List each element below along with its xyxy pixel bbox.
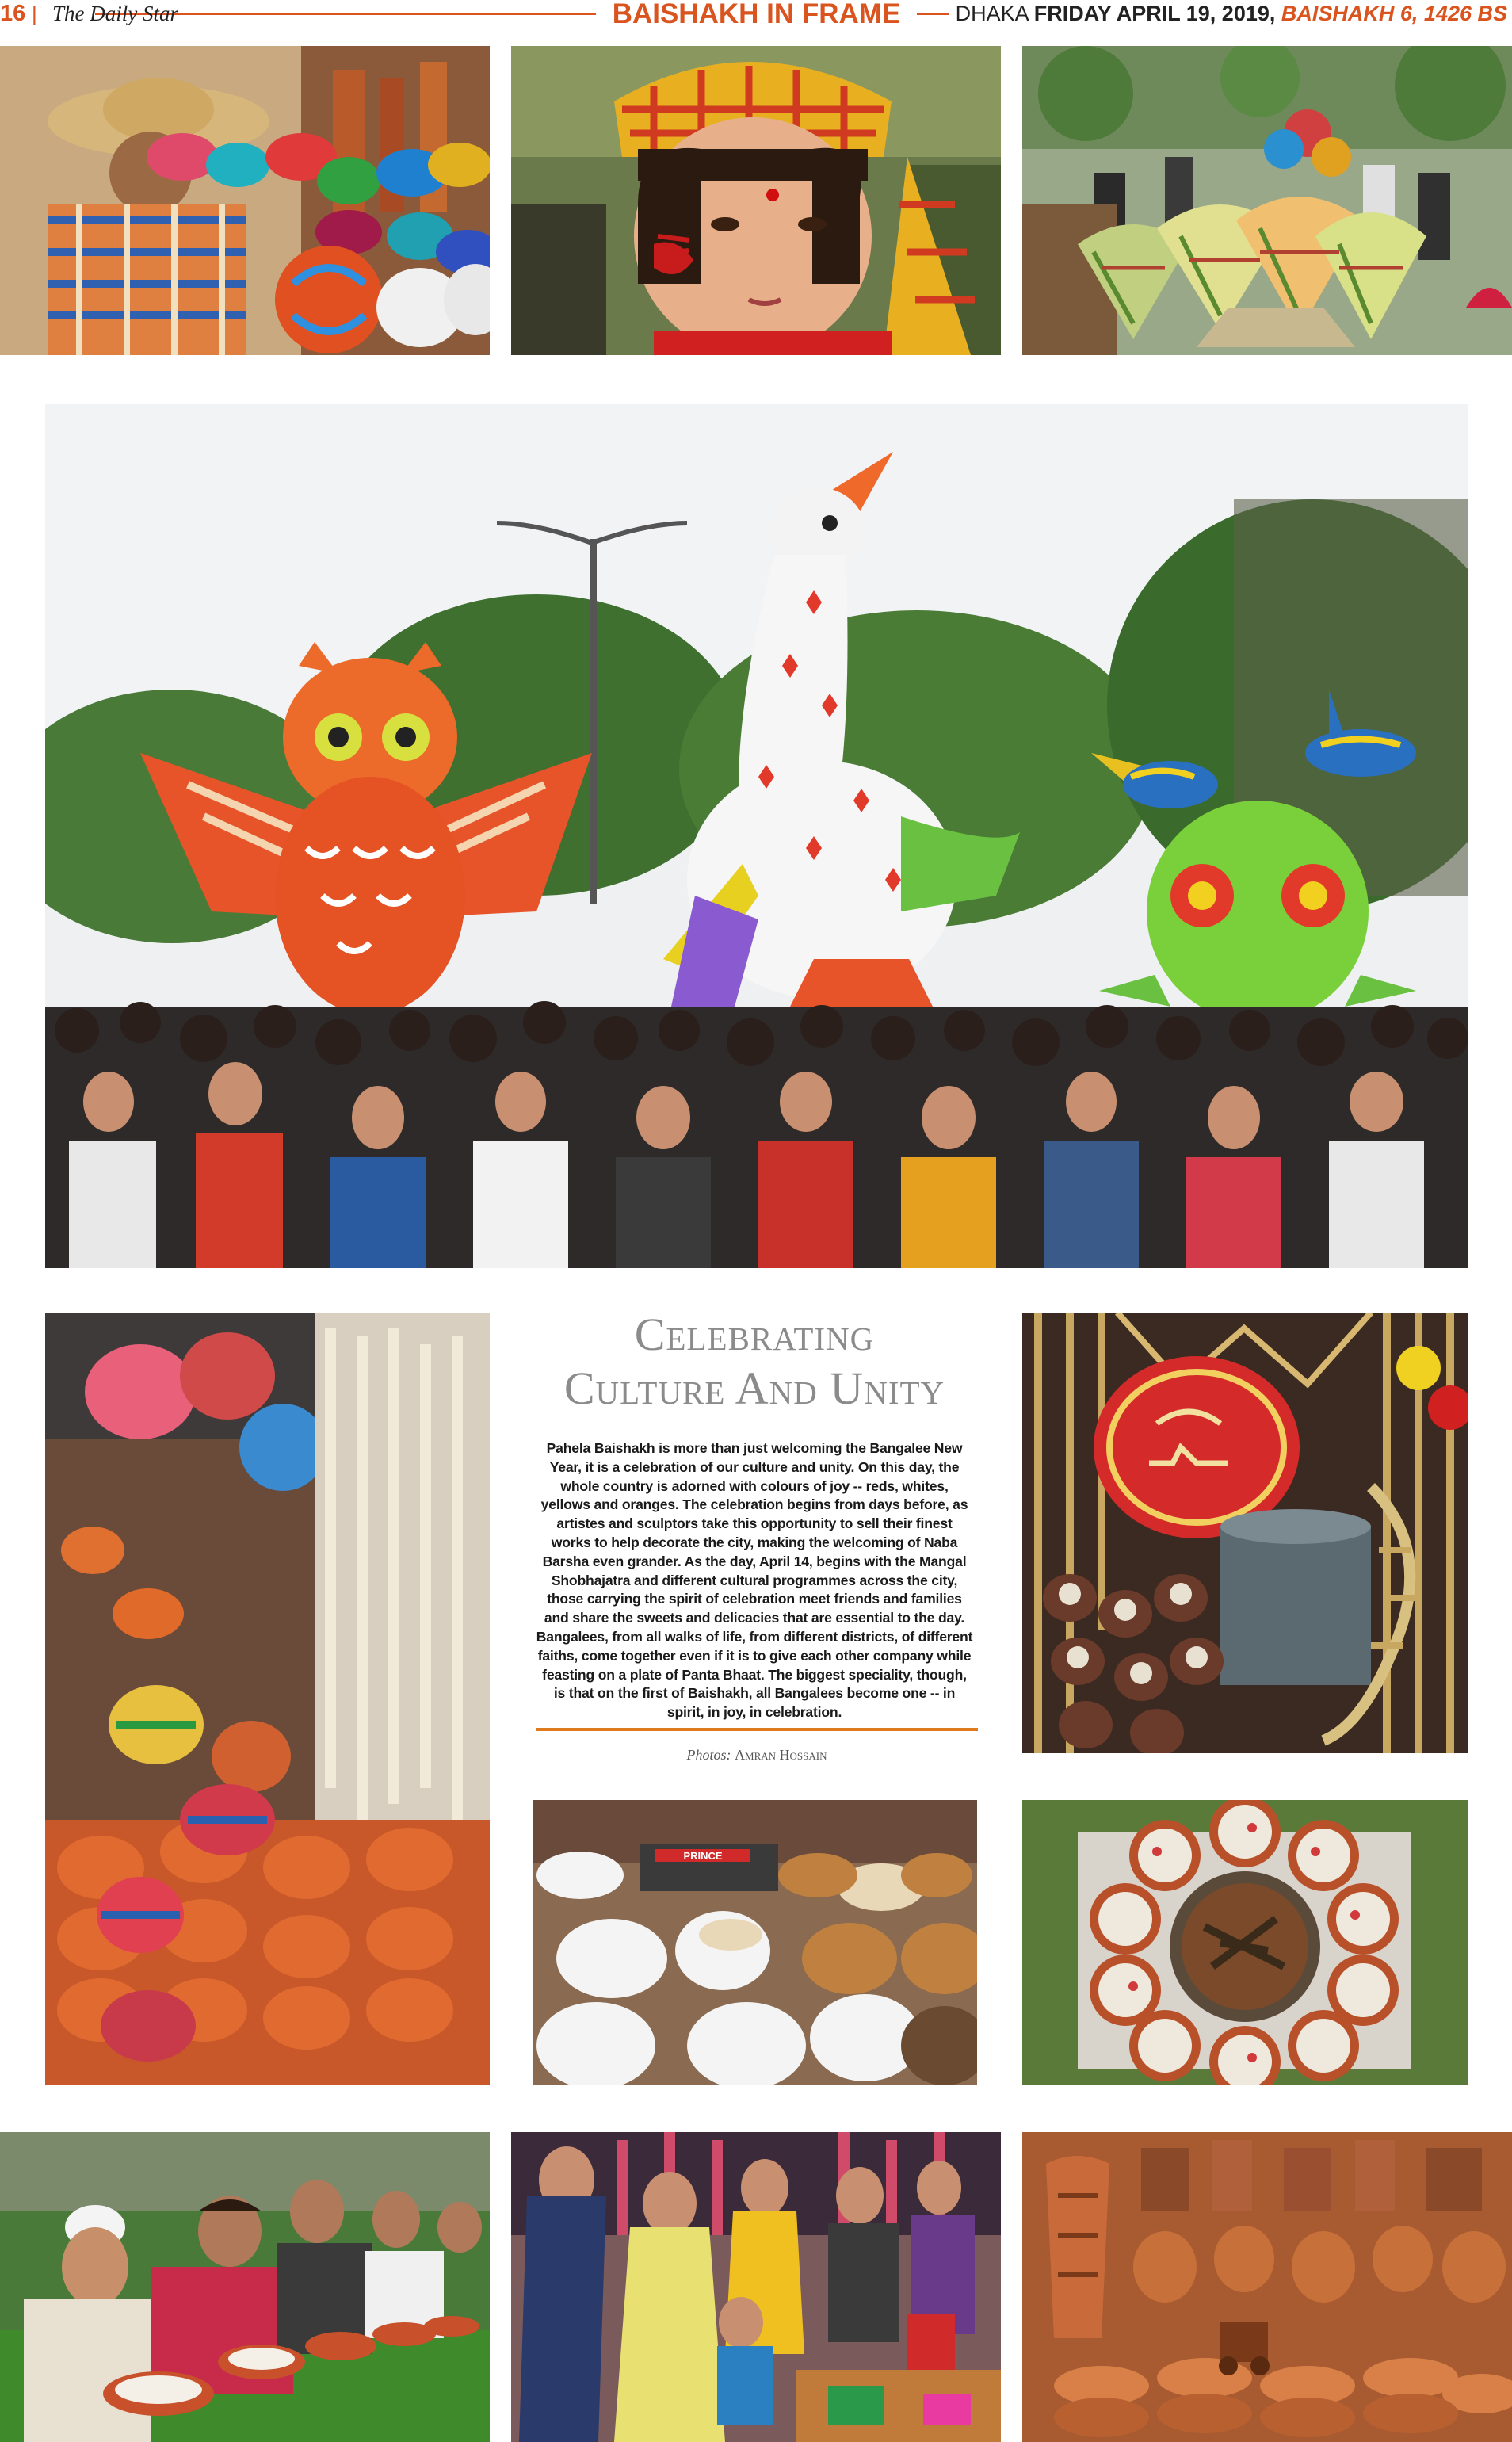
photo-credit <box>536 1747 978 1764</box>
section-title: BAISHAKH IN FRAME <box>596 0 917 29</box>
photo-friends-eating <box>0 2132 490 2442</box>
panta-bhaat-image <box>1022 1800 1468 2085</box>
photo-terracotta-crafts <box>1022 2132 1512 2442</box>
sweets-spices-image <box>533 1800 977 2085</box>
headline-line-1: Celebrating <box>634 1309 875 1360</box>
page-header <box>0 0 1512 30</box>
dateline-date: FRIDAY APRIL 19, 2019, <box>1033 2 1276 25</box>
drums-cane-image <box>1022 1313 1468 1753</box>
child-face-paint-image <box>511 46 1001 355</box>
friends-eating-image <box>0 2132 490 2442</box>
dateline-bengali-date: BAISHAKH 6, 1426 BS <box>1281 2 1507 25</box>
mangal-shobhajatra-image <box>45 404 1468 1268</box>
headline-line-2: Culture And Unity <box>563 1362 945 1414</box>
photo-potter-painting <box>0 46 490 355</box>
dateline-city: DHAKA <box>955 2 1029 25</box>
photo-credit-label: Photos: <box>686 1747 731 1763</box>
photo-panta-bhaat-bowls <box>1022 1800 1468 2085</box>
masthead: The Daily Star <box>52 2 178 25</box>
dateline <box>949 2 1507 25</box>
article-rule <box>536 1728 978 1731</box>
photo-sweets-and-spices <box>533 1800 977 2085</box>
page-number: 16 <box>0 1 26 26</box>
photo-drums-and-cane-crafts <box>1022 1313 1468 1753</box>
hand-fans-image <box>1022 46 1512 355</box>
potter-painting-image <box>0 46 490 355</box>
scale-sign-text: PRINCE <box>683 1850 723 1862</box>
header-separator: | <box>32 2 37 25</box>
photo-credit-name: Amran Hossain <box>735 1747 827 1763</box>
photo-mangal-shobhajatra <box>45 404 1468 1268</box>
photo-family-shopping <box>511 2132 1001 2442</box>
family-shopping-image <box>511 2132 1001 2442</box>
photo-hand-fans-market <box>1022 46 1512 355</box>
photo-pottery-stall <box>45 1313 490 2085</box>
article-headline <box>533 1308 976 1416</box>
article-body: Pahela Baishakh is more than just welcoming the Bangalee New Year, it is a celebration of our culture and unity. On this day, the whole country is adorned with colours of joy -- reds, whites, yellows and oranges. The celebration begins from days before, as artistes and sculptors take this opportunity to sell their finest works to help decorate the city, making the welcoming of Naba Barsha even grander. As the day, April 14, begins with the Mangal Shobhajatra and different cultural programmes across the city, those carrying the spirit of celebration meet friends and families and share the sweets and delicacies that are essential to the day. Bangalees, from all walks of life, from different districts, of different faiths, come together even if it is to give each other company while feasting on a plate of Panta Bhaat. The biggest speciality, though, is that on the first of Baishakh, all Bangalees become one -- in spirit, in joy, in celebration. <box>536 1440 973 1721</box>
terracotta-crafts-image <box>1022 2132 1512 2442</box>
photo-child-face-paint <box>511 46 1001 355</box>
pottery-stall-image <box>45 1313 490 2085</box>
